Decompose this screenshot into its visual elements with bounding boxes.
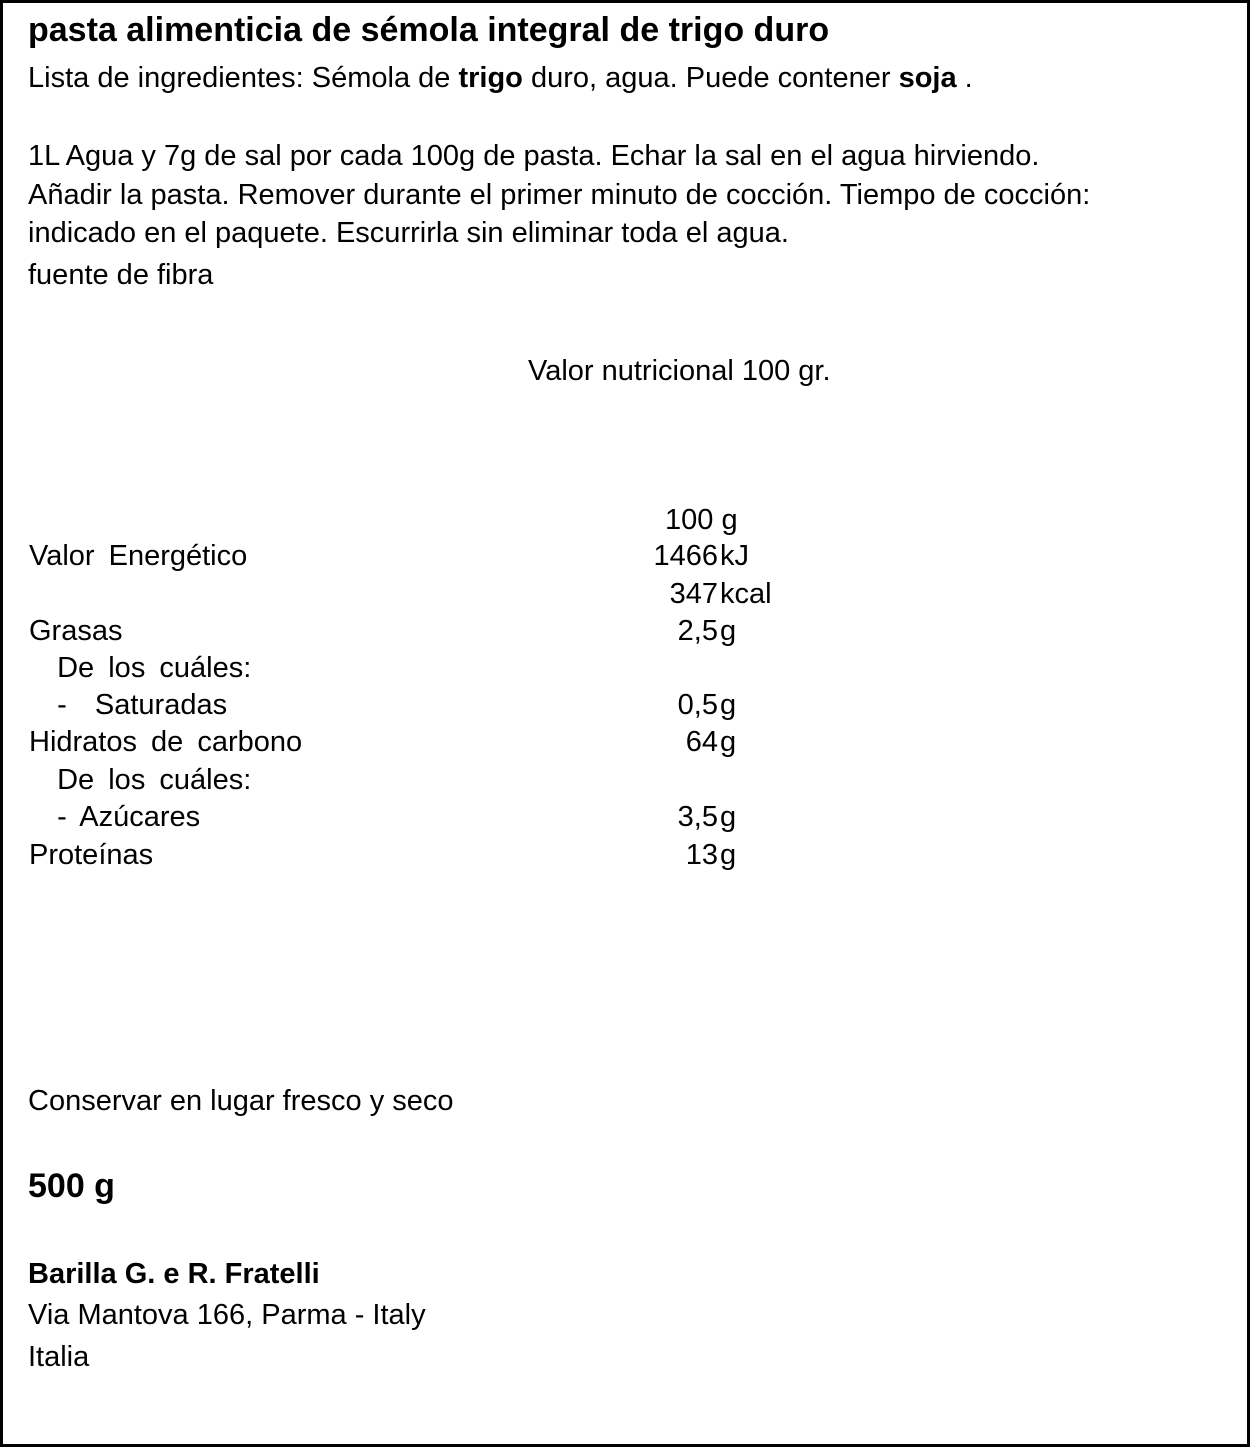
nutrient-label: De los cuáles: [29,764,252,796]
nutrient-unit: g [720,801,737,833]
ingredients-prefix: Lista de ingredientes: Sémola de [28,62,459,94]
ingredients-list [28,61,973,95]
nutrient-value: 64 [685,726,718,758]
nutrient-unit: kJ [720,540,749,572]
ingredients-middle: duro, agua. Puede contener [522,62,899,94]
manufacturer-name: Barilla G. e R. Fratelli [28,1258,320,1290]
nutrient-value: 2,5 [677,615,718,647]
nutrient-value: 0,5 [677,689,718,721]
nutrient-value: 13 [685,839,718,871]
manufacturer-country: Italia [28,1341,90,1373]
allergen-soja: soja [898,62,957,94]
nutrition-row [3,688,1250,726]
nutrition-heading: Valor nutricional 100 gr. [528,355,831,387]
instructions-line-2: Añadir la pasta. Remover durante el primer minuto de cocción. Tiempo de cocción: [28,179,1091,211]
nutrient-value: 347 [669,578,718,610]
nutrient-label: Proteínas [29,839,154,871]
storage-instructions: Conservar en lugar fresco y seco [28,1085,454,1117]
nutrition-row [3,577,1250,615]
instructions-line-1: 1L Agua y 7g de sal por cada 100g de pasta. Echar la sal en el agua hirviendo. [28,140,1040,172]
nutrient-unit: g [720,726,737,758]
nutrient-value: 1466 [653,540,718,572]
nutrient-label: - Azúcares [29,801,201,833]
nutrient-label: Grasas [29,615,123,647]
nutrient-unit: g [720,839,737,871]
nutrient-unit: kcal [720,578,772,610]
nutrient-unit: g [720,615,737,647]
nutrient-label: Valor Energético [29,540,248,572]
net-weight: 500 g [28,1167,115,1205]
nutrient-label: Hidratos de carbono [29,726,303,758]
nutrition-row [3,763,1250,801]
nutrient-label: - Saturadas [29,689,228,721]
instructions-line-3: indicado en el paquete. Escurrirla sin eliminar toda el agua. [28,217,789,249]
allergen-trigo: trigo [458,62,523,94]
nutrition-row [3,651,1250,689]
ingredients-suffix: . [956,62,973,94]
nutrition-row [3,614,1250,652]
nutrition-row [3,539,1250,577]
nutrient-label: De los cuáles: [29,652,252,684]
nutrition-column-header: 100 g [665,504,738,536]
nutrient-value: 3,5 [677,801,718,833]
nutrition-row [3,838,1250,876]
nutrient-unit: g [720,689,737,721]
manufacturer-address: Via Mantova 166, Parma - Italy [28,1299,426,1331]
nutrition-row [3,725,1250,763]
nutrition-row [3,800,1250,838]
product-title: pasta alimenticia de sémola integral de trigo duro [28,11,830,49]
fiber-claim: fuente de fibra [28,259,214,291]
